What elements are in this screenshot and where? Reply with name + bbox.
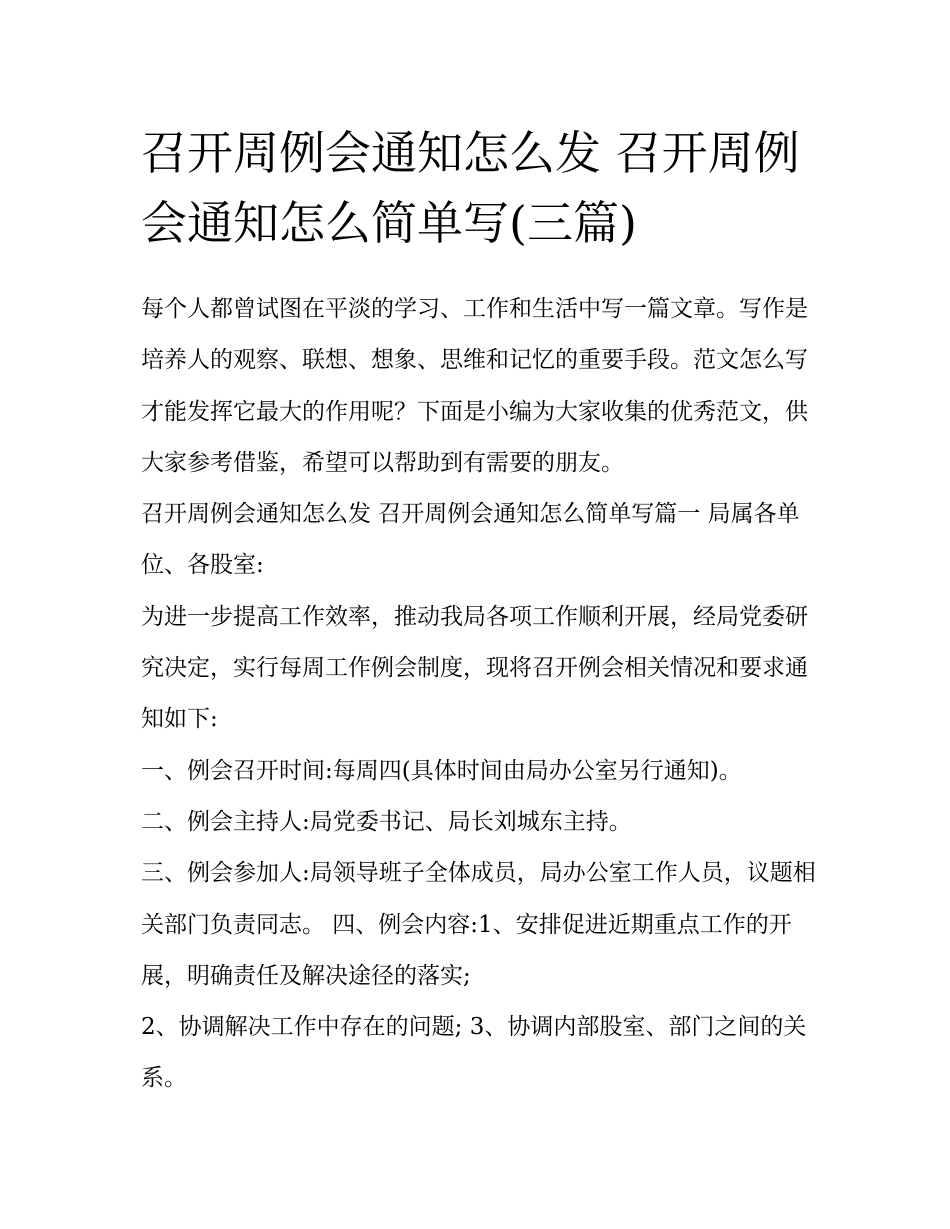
document-title: 召开周例会通知怎么发 召开周例会通知怎么简单写(三篇) xyxy=(141,126,800,250)
paragraph-meeting-host: 二、例会主持人:局党委书记、局长刘城东主持。 xyxy=(141,808,632,835)
paragraph-heading-part-one: 召开周例会通知怎么发 召开周例会通知怎么简单写篇一 局属各单位、各股室: xyxy=(141,501,800,579)
paragraph-attendees-content: 三、例会参加人:局领导班子全体成员，局办公室工作人员，议题相关部门负责同志。 四、例会内容:1、安排促进近期重点工作的开展，明确责任及解决途径的落实; xyxy=(141,860,816,989)
paragraph-meeting-time: 一、例会召开时间:每周四(具体时间由局办公室另行通知)。 xyxy=(141,757,742,784)
paragraph-purpose: 为进一步提高工作效率，推动我局各项工作顺利开展，经局党委研究决定，实行每周工作例会制度，现将召开例会相关情况和要求通知如下: xyxy=(141,603,808,733)
paragraph-coordination: 2、协调解决工作中存在的问题; 3、协调内部股室、部门之间的关系。 xyxy=(141,1014,807,1092)
document-body xyxy=(141,284,821,1105)
document-content xyxy=(141,118,821,1105)
paragraph-intro: 每个人都曾试图在平淡的学习、工作和生活中写一篇文章。写作是培养人的观察、联想、想象、思维和记忆的重要手段。范文怎么写才能发挥它最大的作用呢？下面是小编为大家收集的优秀范文，供大家参考借鉴，希望可以帮助到有需要的朋友。 xyxy=(141,296,808,476)
